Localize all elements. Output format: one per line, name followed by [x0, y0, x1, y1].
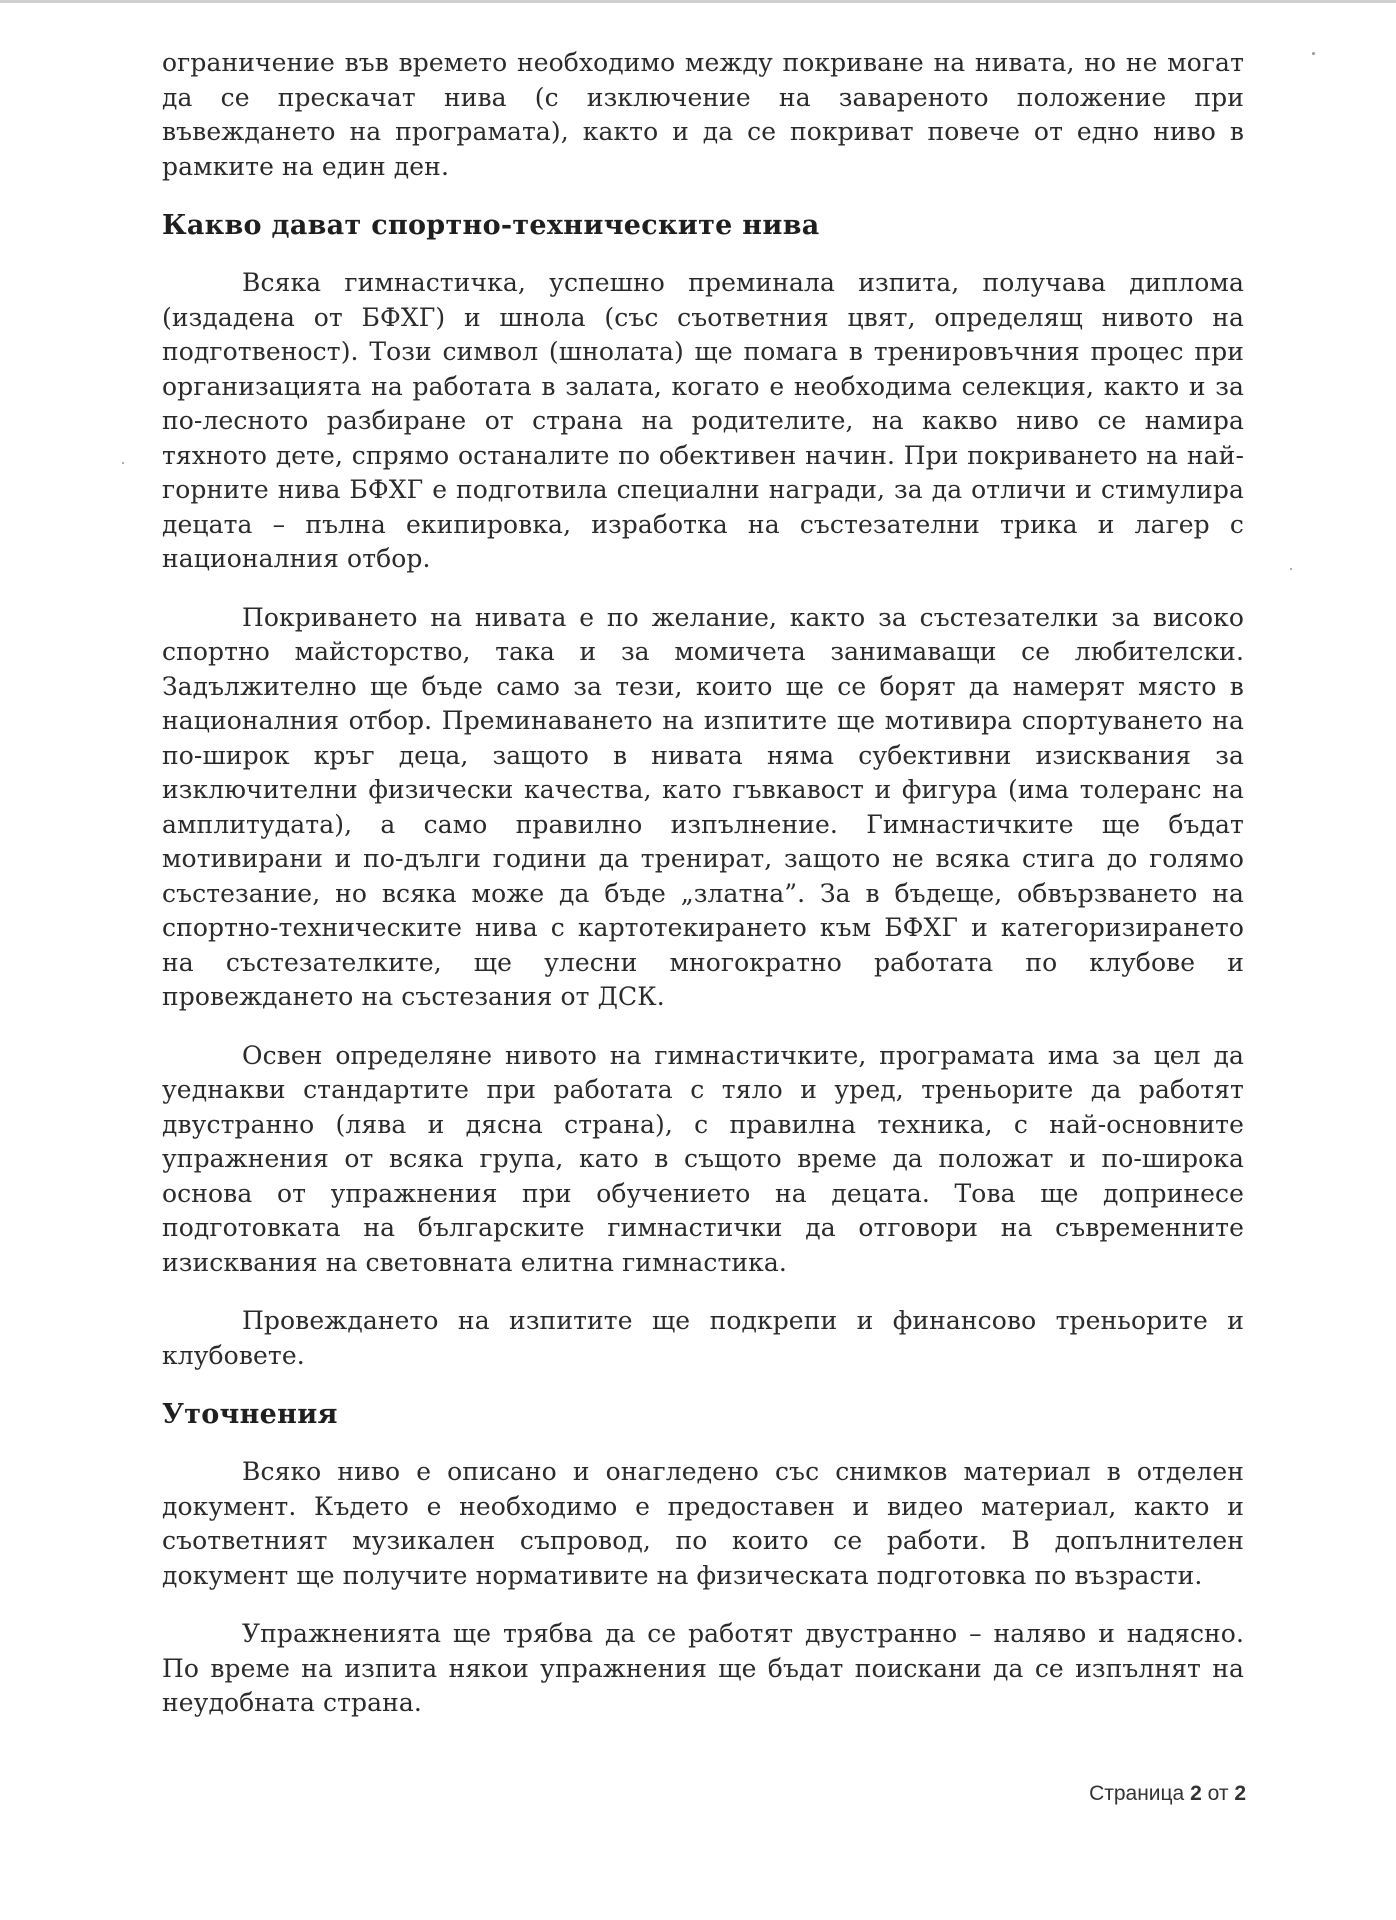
section-heading-levels-benefits: Какво дават спортно-техническите нива	[162, 210, 820, 241]
section-heading-clarifications: Уточнения	[162, 1399, 338, 1430]
paragraph-materials: Всяко ниво е описано и онагледено със снимков материал в отделен документ. Където е необходимо е предоставен и видео материал, както и съответният музикален съпровод, по които се работи. В допълнителен документ ще получите нормативите на физическата подготовка по възрасти.	[162, 1457, 1244, 1590]
scan-speck	[1312, 52, 1315, 55]
paragraph-bilateral: Упражненията ще трябва да се работят двустранно – наляво и надясно. По време на изпита някои упражнения ще бъдат поискани да се изпълнят на неудобната страна.	[162, 1619, 1244, 1717]
page-number-prefix: Страница	[1089, 1782, 1185, 1805]
paragraph-standards: Освен определяне нивото на гимнастичките, програмата има за цел да уеднакви стандартите при работата с тяло и уред, треньорите да работят двустранно (лява и дясна страна), с правилна техника, с най-основните упражнения от всяка група, като в същото време да положат и по-широка основа от упражнения при обучението на децата. Това ще допринесе подготовката на българските гимнастички да отговори на съвременните изисквания на световната елитна гимнастика.	[162, 1040, 1244, 1277]
document-body	[162, 46, 1244, 1721]
paragraph-diploma: Всяка гимнастичка, успешно преминала изпита, получава диплома (издадена от БФХГ) и шнола (със съответния цвят, определящ нивото на подготвеност). Този символ (шнолата) ще помага в тренировъчния процес при организацията на работата в залата, когато е необходима селекция, както и за по-лесното разбиране от страна на родителите, на какво ниво се намира тяхното дете, спрямо останалите по обективен начин. При покриването на най-горните нива БФХГ е подготвила специални награди, за да отличи и стимулира децата – пълна екипировка, изработка на състезателни трика и лагер с националния отбор.	[162, 268, 1244, 573]
scan-speck	[1290, 568, 1292, 570]
page-number-total: 2	[1234, 1782, 1246, 1805]
page-number-current: 2	[1190, 1782, 1202, 1805]
scan-speck	[122, 462, 124, 464]
page-number	[1089, 1782, 1246, 1806]
continuation-paragraph: ограничение във времето необходимо между покриване на нивата, но не могат да се прескачат нива (с изключение на завареното положение при въвеждането на програмата), както и да се покриват повече от едно ниво в рамките на един ден.	[162, 48, 1244, 181]
paragraph-voluntary: Покриването на нивата е по желание, както за състезателки за високо спортно майсторство, така и за момичета занимаващи се любителски. Задължително ще бъде само за тези, които ще се борят да намерят място в националния отбор. Преминаването на изпитите ще мотивира спортуването на по-широк кръг деца, защото в нивата няма субективни изисквания за изключителни физически качества, като гъвкавост и фигура (има толеранс на амплитудата), а само правилно изпълнение. Гимнастичките ще бъдат мотивирани и по-дълги години да тренират, защото не всяка стига до голямо състезание, но всяка може да бъде „златна”. За в бъдеще, обвързването на спортно-техническите нива с картотекирането към БФХГ и категоризирането на състезателките, ще улесни многократно работата по клубове и провеждането на състезания от ДСК.	[162, 602, 1244, 1011]
page-number-middle: от	[1207, 1782, 1229, 1805]
scan-edge	[0, 0, 1396, 3]
paragraph-financial: Провеждането на изпитите ще подкрепи и финансово треньорите и клубовете.	[162, 1306, 1244, 1370]
